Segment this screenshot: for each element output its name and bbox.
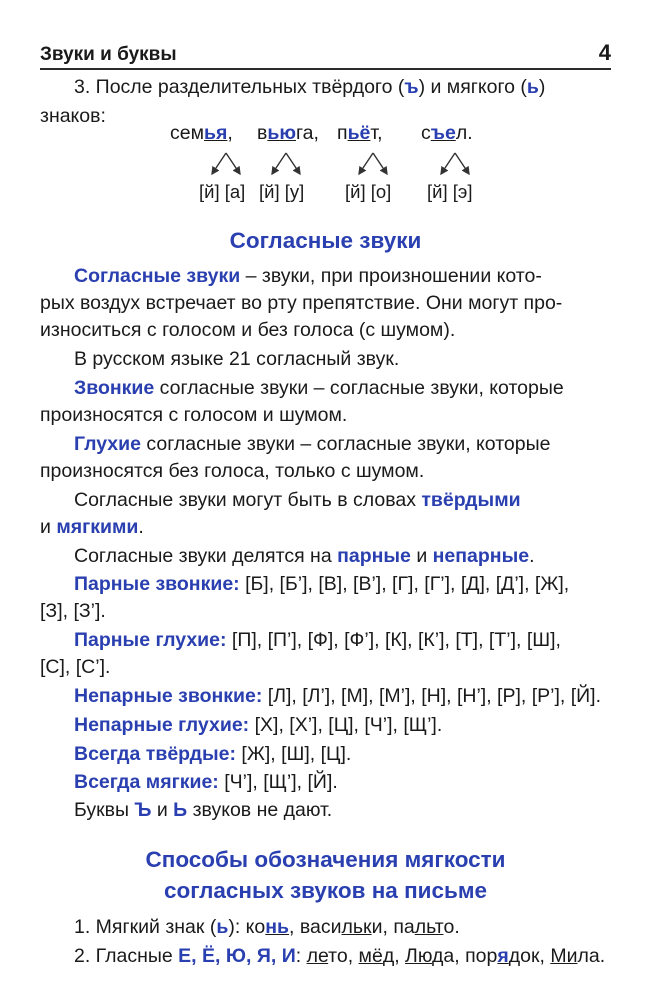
voiced-line1: Звонкие согласные звуки – согласные звуки, которые xyxy=(74,377,564,399)
letters-note: Буквы Ъ и Ь звуков не дают. xyxy=(74,799,333,821)
group-paired-voiced-line1: Парные звонкие: [Б], [Б’], [В], [В’], [Г], [Г’], [Д], [Д’], [Ж], xyxy=(74,573,570,595)
transcription-2: [й] [у] xyxy=(259,181,305,202)
group-always-hard: Всегда твёрдые: [Ж], [Ш], [Ц]. xyxy=(74,743,352,765)
section-title-consonants: Согласные звуки xyxy=(229,228,422,253)
transcription-4: [й] [э] xyxy=(427,181,473,202)
example-word-3: пьёт, xyxy=(337,122,383,144)
example-word-4: съел. xyxy=(421,122,473,144)
page-number: 4 xyxy=(598,40,611,65)
header-title: Звуки и буквы xyxy=(40,44,177,65)
transcription-1: [й] [а] xyxy=(199,181,246,202)
split-arrows xyxy=(0,0,651,200)
section-title-softness-line2: согласных звуков на письме xyxy=(164,878,487,903)
voiced-line2: произносятся с голосом и шумом. xyxy=(40,404,348,426)
consonant-count: В русском языке 21 согласный звук. xyxy=(74,348,400,370)
voiceless-line1: Глухие согласные звуки – согласные звуки, которые xyxy=(74,433,551,455)
definition-line1: Согласные звуки – звуки, при произношении кото- xyxy=(74,265,542,287)
group-unpaired-voiced: Непарные звонкие: [Л], [Л’], [М], [М’], [Н], [Н’], [Р], [Р’], [Й]. xyxy=(74,685,602,707)
pairs-line: Согласные звуки делятся на парные и непарные. xyxy=(74,545,535,567)
softness-rule1: 1. Мягкий знак (ь): конь, васильки, пальто. xyxy=(74,916,460,938)
transcription-3: [й] [о] xyxy=(345,181,392,202)
softness-rule2: 2. Гласные Е, Ё, Ю, Я, И: лето, мёд, Люда, порядок, Мила. xyxy=(74,945,606,967)
definition-line2: рых воздух встречает во рту препятствие. Они могут про- xyxy=(40,292,563,314)
hard-soft-line1: Согласные звуки могут быть в словах твёрдыми xyxy=(74,489,521,511)
definition-line3: износиться с голосом и без голоса (с шумом). xyxy=(40,319,456,341)
example-word-1: семья, xyxy=(170,122,233,144)
group-always-soft: Всегда мягкие: [Ч’], [Щ’], [Й]. xyxy=(74,771,338,793)
example-word-2: вьюга, xyxy=(257,122,319,144)
voiceless-line2: произносятся без голоса, только с шумом. xyxy=(40,460,425,482)
section-title-softness-line1: Способы обозначения мягкости xyxy=(145,847,506,872)
group-unpaired-voiceless: Непарные глухие: [Х], [Х’], [Ц], [Ч’], [Щ’]. xyxy=(74,714,443,736)
group-paired-voiced-line2: [З], [З’]. xyxy=(40,600,106,622)
rule3-line2: знаков: xyxy=(40,105,106,127)
rule3-line1: 3. После разделительных твёрдого (ъ) и мягкого (ь) xyxy=(74,76,546,98)
hard-soft-line2: и мягкими. xyxy=(40,516,144,538)
group-paired-voiceless-line2: [С], [С’]. xyxy=(40,656,111,678)
group-paired-voiceless-line1: Парные глухие: [П], [П’], [Ф], [Ф’], [К], [К’], [Т], [Т’], [Ш], xyxy=(74,629,561,651)
